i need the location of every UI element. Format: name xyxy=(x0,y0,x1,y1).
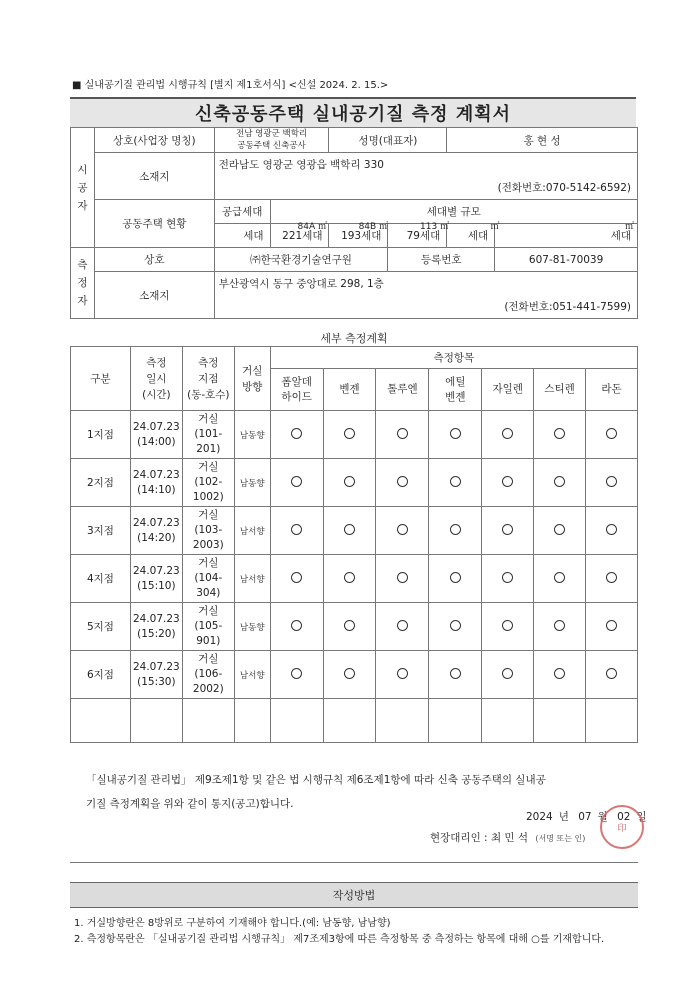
builder-addr-label: 소재지 xyxy=(94,153,214,200)
form-header: ■ 실내공기질 관리법 시행규칙 [별지 제1호서식] <신설 2024. 2. 15.> xyxy=(72,80,389,91)
builder-rep-label: 성명(대표자) xyxy=(329,128,447,153)
item-cell xyxy=(534,603,586,651)
row-datetime xyxy=(130,651,182,699)
row-loc-3: 304) xyxy=(196,587,221,599)
circle-mark-icon xyxy=(606,668,617,679)
builder-addr-value: 전라남도 영광군 영광읍 백학리 330 xyxy=(214,153,637,177)
method-title: 작성방법 xyxy=(70,882,638,908)
row-division: 1지점 xyxy=(71,411,131,459)
row-time: (15:30) xyxy=(137,675,176,688)
row-division: 4지점 xyxy=(71,555,131,603)
row-date: 24.07.23 xyxy=(132,516,180,529)
supply-label: 공급세대 xyxy=(214,200,270,224)
item-cell xyxy=(270,411,323,459)
row-loc-2: (105- xyxy=(194,620,223,632)
measurer-name-value: ㈜한국환경기술연구원 xyxy=(214,248,388,272)
method-note-2: 2. 측정항목란은 「실내공기질 관리법 시행규칙」 제7조제3항에 따른 측정항목 중 측정하는 항목에 대해 ○를 기재합니다. xyxy=(74,934,605,945)
row-loc-1: 거실 xyxy=(198,557,219,569)
circle-mark-icon xyxy=(554,476,565,487)
circle-mark-icon xyxy=(291,668,302,679)
count-blank-1: 세대 xyxy=(447,224,495,248)
blank-cell xyxy=(130,699,182,743)
measurer-reg-label: 등록번호 xyxy=(388,248,495,272)
circle-mark-icon xyxy=(450,668,461,679)
site-agent: 현장대리인 : 최 민 석 (서명 또는 인) xyxy=(430,832,586,844)
item-cell xyxy=(270,651,323,699)
scale-label: 세대별 규모 xyxy=(270,200,637,224)
circle-mark-icon xyxy=(291,476,302,487)
circle-mark-icon xyxy=(554,668,565,679)
measurer-name-label: 상호 xyxy=(94,248,214,272)
item-cell xyxy=(270,459,323,507)
row-time: (14:20) xyxy=(137,531,176,544)
header-division: 구분 xyxy=(71,347,131,411)
circle-mark-icon xyxy=(502,524,513,535)
header-item-0: 폼알데 하이드 xyxy=(270,369,323,411)
item-cell xyxy=(534,411,586,459)
row-location xyxy=(182,507,234,555)
circle-mark-icon xyxy=(344,620,355,631)
row-loc-2: (104- xyxy=(194,572,223,584)
row-time: (15:20) xyxy=(137,627,176,640)
item-cell xyxy=(534,555,586,603)
table-row xyxy=(71,459,638,507)
measurer-reg-value: 607-81-70039 xyxy=(495,248,638,272)
measurer-phone: (전화번호:051-441-7599) xyxy=(214,295,637,319)
row-division: 6지점 xyxy=(71,651,131,699)
row-location xyxy=(182,555,234,603)
row-division: 2지점 xyxy=(71,459,131,507)
item-cell xyxy=(376,507,429,555)
blank-cell xyxy=(376,699,429,743)
row-loc-1: 거실 xyxy=(198,653,219,665)
row-loc-2: (102- xyxy=(194,476,223,488)
row-direction: 남동향 xyxy=(234,459,270,507)
circle-mark-icon xyxy=(502,428,513,439)
header-item-3: 에틸 벤젠 xyxy=(429,369,482,411)
row-loc-3: 1002) xyxy=(192,491,224,503)
row-date: 24.07.23 xyxy=(132,564,180,577)
header-location: 측정 지점 (동-호수) xyxy=(182,347,234,411)
header-item-5: 스티렌 xyxy=(534,369,586,411)
measurer-addr-label: 소재지 xyxy=(94,272,214,319)
row-loc-1: 거실 xyxy=(198,509,219,521)
builder-phone: (전화번호:070-5142-6592) xyxy=(214,176,637,200)
row-location xyxy=(182,651,234,699)
circle-mark-icon xyxy=(397,428,408,439)
item-cell xyxy=(586,603,638,651)
item-cell xyxy=(429,651,482,699)
item-cell xyxy=(586,555,638,603)
row-direction: 남서향 xyxy=(234,507,270,555)
row-location xyxy=(182,459,234,507)
table-row xyxy=(71,603,638,651)
header-datetime: 측정 일시 (시간) xyxy=(130,347,182,411)
circle-mark-icon xyxy=(450,620,461,631)
builder-section-label: 시 공 자 xyxy=(71,128,95,248)
size-84b: 84B ㎡ xyxy=(358,222,389,232)
notice-text: 「실내공기질 관리법」 제9조제1항 및 같은 법 시행규칙 제6조제1항에 따라 신축 공동주택의 실내공 기질 측정계획을 위와 같이 통지(공고)합니다. xyxy=(86,774,546,810)
item-cell xyxy=(534,507,586,555)
circle-mark-icon xyxy=(397,668,408,679)
item-cell xyxy=(429,459,482,507)
row-direction: 남서향 xyxy=(234,555,270,603)
circle-mark-icon xyxy=(344,428,355,439)
item-cell xyxy=(586,459,638,507)
blank-cell xyxy=(323,699,376,743)
plan-title: 세부 측정계획 xyxy=(320,332,388,345)
row-loc-3: 2002) xyxy=(192,683,224,695)
item-cell xyxy=(323,411,376,459)
row-loc-1: 거실 xyxy=(198,605,219,617)
row-loc-3: 201) xyxy=(196,443,221,455)
item-cell xyxy=(534,459,586,507)
circle-mark-icon xyxy=(291,428,302,439)
item-cell xyxy=(586,507,638,555)
method-note-1: 1. 거실방향란은 8방위로 구분하여 기재해야 합니다.(예: 남동향, 남남향) xyxy=(74,918,391,929)
row-loc-1: 거실 xyxy=(198,461,219,473)
size-blank-1: ㎡ xyxy=(490,222,500,232)
circle-mark-icon xyxy=(344,668,355,679)
item-cell xyxy=(429,507,482,555)
item-cell xyxy=(376,651,429,699)
circle-mark-icon xyxy=(450,428,461,439)
size-blank-2: ㎡ xyxy=(624,222,634,232)
row-loc-3: 901) xyxy=(196,635,221,647)
count-blank-2: 세대 xyxy=(495,224,638,248)
blank-cell xyxy=(482,699,534,743)
item-cell xyxy=(376,603,429,651)
item-cell xyxy=(429,411,482,459)
issue-date: 2024 년 07 월 02 일 xyxy=(526,811,647,823)
table-row xyxy=(71,507,638,555)
item-cell xyxy=(482,651,534,699)
header-item-2: 톨루엔 xyxy=(376,369,429,411)
method-notes xyxy=(74,916,640,948)
row-datetime xyxy=(130,459,182,507)
blank-cell xyxy=(270,699,323,743)
plan-table xyxy=(70,346,638,743)
item-cell xyxy=(323,651,376,699)
row-datetime xyxy=(130,507,182,555)
row-loc-3: 2003) xyxy=(192,539,224,551)
row-date: 24.07.23 xyxy=(132,420,180,433)
item-cell xyxy=(323,507,376,555)
count-113: 79세대 xyxy=(388,224,447,248)
table-row-blank xyxy=(71,699,638,743)
measurer-addr-value: 부산광역시 동구 중앙대로 298, 1층 xyxy=(214,272,637,296)
row-division: 3지점 xyxy=(71,507,131,555)
item-cell xyxy=(323,555,376,603)
item-cell xyxy=(376,459,429,507)
table-row xyxy=(71,555,638,603)
circle-mark-icon xyxy=(606,620,617,631)
sizes-row xyxy=(270,219,638,233)
circle-mark-icon xyxy=(397,620,408,631)
circle-mark-icon xyxy=(291,572,302,583)
size-113: 113 ㎡ xyxy=(420,222,450,232)
document-title: 신축공동주택 실내공기질 측정 계획서 xyxy=(70,97,636,128)
item-cell xyxy=(376,555,429,603)
row-date: 24.07.23 xyxy=(132,612,180,625)
circle-mark-icon xyxy=(397,524,408,535)
row-time: (15:10) xyxy=(137,579,176,592)
circle-mark-icon xyxy=(397,572,408,583)
row-location xyxy=(182,603,234,651)
row-loc-2: (101- xyxy=(194,428,223,440)
circle-mark-icon xyxy=(344,524,355,535)
circle-mark-icon xyxy=(450,524,461,535)
item-cell xyxy=(429,555,482,603)
builder-name-value: 전남 영광군 백학리 공동주택 신축공사 xyxy=(214,128,329,153)
count-84a: 221세대 xyxy=(270,224,329,248)
row-datetime xyxy=(130,411,182,459)
households-label: 세대 xyxy=(214,224,270,248)
row-loc-2: (103- xyxy=(194,524,223,536)
row-date: 24.07.23 xyxy=(132,660,180,673)
circle-mark-icon xyxy=(502,476,513,487)
row-loc-1: 거실 xyxy=(198,413,219,425)
row-location xyxy=(182,411,234,459)
blank-cell xyxy=(182,699,234,743)
item-cell xyxy=(482,411,534,459)
item-cell xyxy=(270,603,323,651)
header-item-4: 자일렌 xyxy=(482,369,534,411)
item-cell xyxy=(376,411,429,459)
housing-label: 공동주택 현황 xyxy=(94,200,214,248)
table-row xyxy=(71,411,638,459)
circle-mark-icon xyxy=(606,428,617,439)
row-direction: 남동향 xyxy=(234,411,270,459)
row-datetime xyxy=(130,603,182,651)
row-direction: 남동향 xyxy=(234,603,270,651)
row-datetime xyxy=(130,555,182,603)
circle-mark-icon xyxy=(606,572,617,583)
circle-mark-icon xyxy=(450,572,461,583)
item-cell xyxy=(429,603,482,651)
row-time: (14:00) xyxy=(137,435,176,448)
circle-mark-icon xyxy=(291,524,302,535)
circle-mark-icon xyxy=(554,620,565,631)
header-item-1: 벤젠 xyxy=(323,369,376,411)
measurer-section-label: 측 정 자 xyxy=(71,248,95,319)
item-cell xyxy=(586,651,638,699)
item-cell xyxy=(534,651,586,699)
circle-mark-icon xyxy=(291,620,302,631)
header-items: 측정항목 xyxy=(270,347,637,369)
item-cell xyxy=(270,555,323,603)
circle-mark-icon xyxy=(554,572,565,583)
row-division: 5지점 xyxy=(71,603,131,651)
header-item-6: 라돈 xyxy=(586,369,638,411)
circle-mark-icon xyxy=(606,524,617,535)
circle-mark-icon xyxy=(344,572,355,583)
circle-mark-icon xyxy=(502,620,513,631)
item-cell xyxy=(270,507,323,555)
row-date: 24.07.23 xyxy=(132,468,180,481)
row-loc-2: (106- xyxy=(194,668,223,680)
circle-mark-icon xyxy=(344,476,355,487)
agent-name: 최 민 석 xyxy=(490,832,529,844)
item-cell xyxy=(323,459,376,507)
blank-cell xyxy=(586,699,638,743)
item-cell xyxy=(586,411,638,459)
signature-note: (서명 또는 인) xyxy=(535,834,586,843)
circle-mark-icon xyxy=(554,428,565,439)
circle-mark-icon xyxy=(502,668,513,679)
divider xyxy=(70,862,638,863)
item-cell xyxy=(482,459,534,507)
row-time: (14:10) xyxy=(137,483,176,496)
company-seal-icon: 印 xyxy=(600,805,644,849)
circle-mark-icon xyxy=(606,476,617,487)
circle-mark-icon xyxy=(502,572,513,583)
builder-name-label: 상호(사업장 명칭) xyxy=(94,128,214,153)
item-cell xyxy=(482,507,534,555)
circle-mark-icon xyxy=(554,524,565,535)
count-84b: 193세대 xyxy=(329,224,388,248)
item-cell xyxy=(482,603,534,651)
blank-cell xyxy=(429,699,482,743)
item-cell xyxy=(323,603,376,651)
builder-rep-value: 홍 현 성 xyxy=(447,128,638,153)
header-direction: 거실 방향 xyxy=(234,347,270,411)
blank-cell xyxy=(534,699,586,743)
item-cell xyxy=(482,555,534,603)
circle-mark-icon xyxy=(397,476,408,487)
size-84a: 84A ㎡ xyxy=(297,222,328,232)
blank-cell xyxy=(234,699,270,743)
blank-cell xyxy=(71,699,131,743)
row-direction: 남서향 xyxy=(234,651,270,699)
table-row xyxy=(71,651,638,699)
circle-mark-icon xyxy=(450,476,461,487)
